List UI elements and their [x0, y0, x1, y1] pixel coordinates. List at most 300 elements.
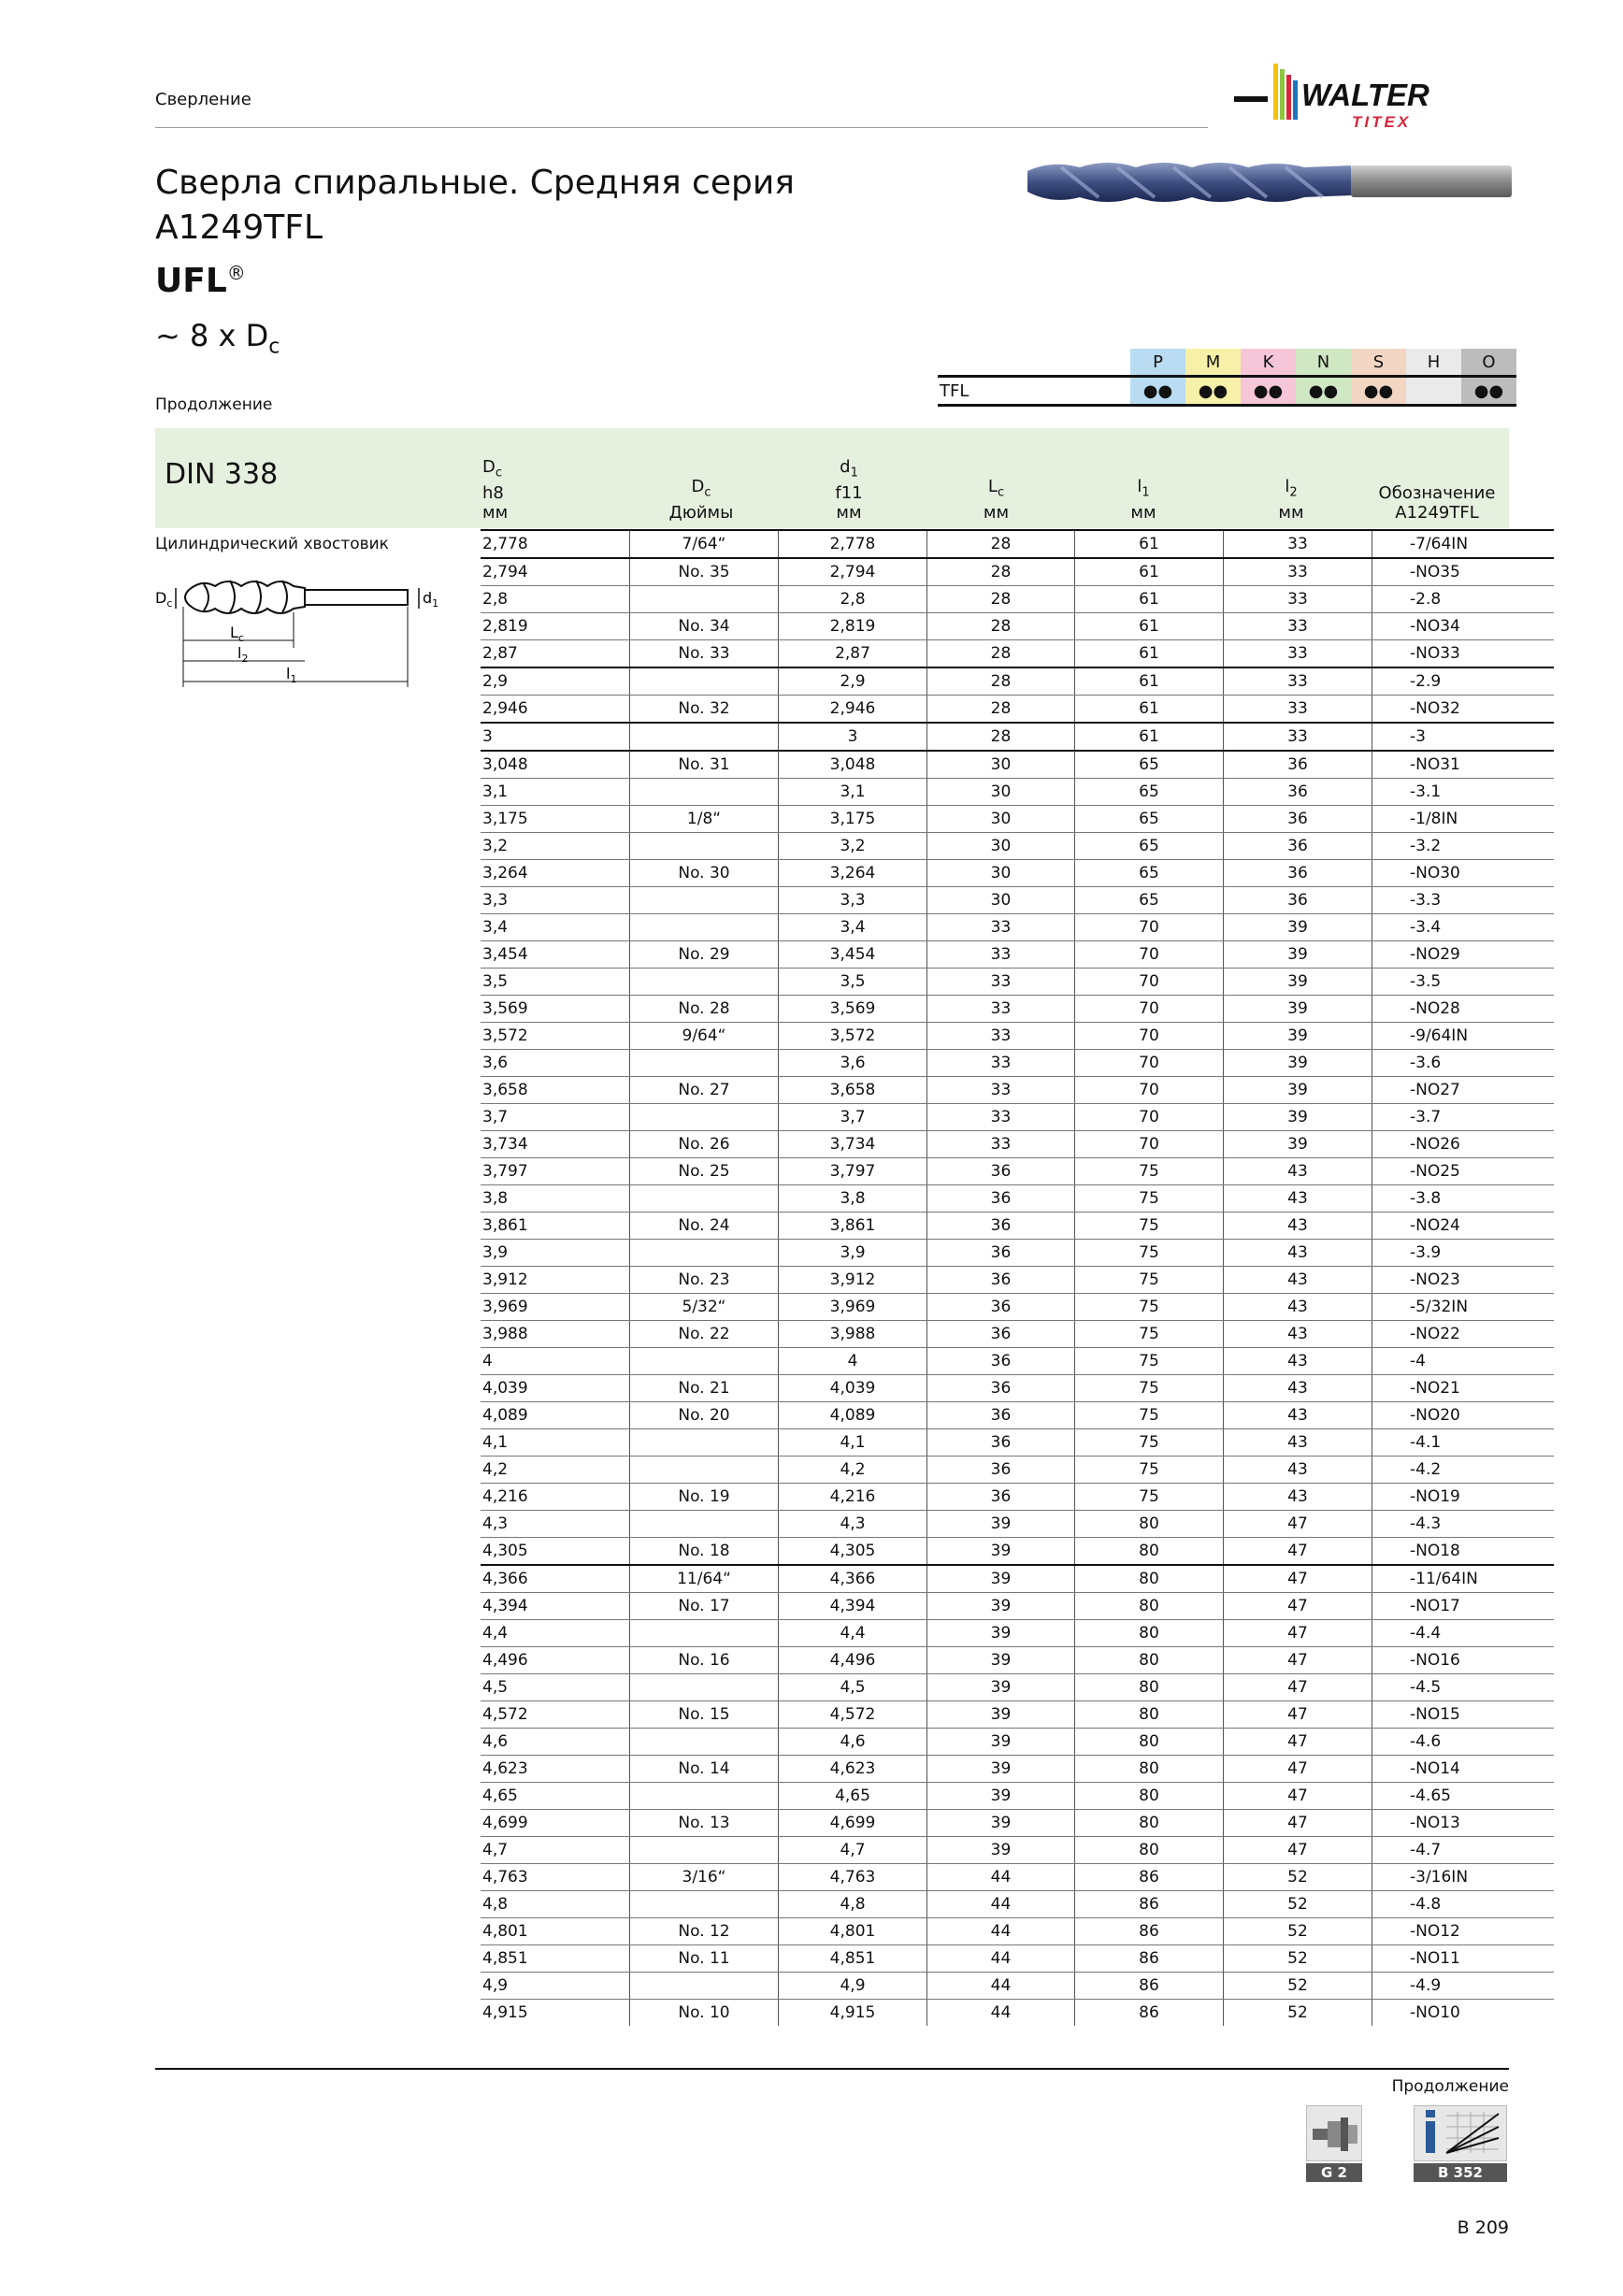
table-row — [481, 1565, 1554, 1593]
table-row — [481, 1620, 1554, 1647]
column-symbol: D — [482, 457, 496, 478]
table-cell: -NO12 — [1372, 1918, 1555, 1945]
table-cell — [630, 779, 779, 806]
table-cell: 9/64“ — [630, 1023, 779, 1050]
table-cell: 44 — [927, 1891, 1075, 1918]
table-row — [481, 1023, 1554, 1050]
table-cell: 36 — [927, 1457, 1075, 1484]
table-cell: 4,851 — [481, 1945, 630, 1973]
table-cell: 2,946 — [779, 696, 927, 724]
table-cell: 61 — [1075, 640, 1224, 668]
table-cell: 36 — [927, 1158, 1075, 1185]
table-cell — [630, 1783, 779, 1810]
table-cell: -4.65 — [1372, 1783, 1555, 1810]
table-row — [481, 1783, 1554, 1810]
table-cell: 33 — [1224, 667, 1372, 696]
table-cell: 80 — [1075, 1729, 1224, 1756]
table-cell: 4,572 — [481, 1701, 630, 1729]
table-row — [481, 1267, 1554, 1294]
table-cell: 75 — [1075, 1158, 1224, 1185]
material-rating-h — [1406, 377, 1461, 406]
table-row — [481, 1158, 1554, 1185]
drill-dimension-diagram — [155, 566, 439, 698]
column-symbol-sub: 2 — [1289, 486, 1298, 500]
diagram-dc-sub: c — [166, 597, 173, 610]
continued-label-bottom: Продолжение — [1391, 2077, 1509, 2096]
table-cell: 4,8 — [481, 1891, 630, 1918]
registered-mark: ® — [226, 262, 246, 284]
column-tolerance: f11 — [835, 483, 863, 503]
table-cell: -3/16IN — [1372, 1864, 1555, 1891]
table-cell: 52 — [1224, 2000, 1372, 2027]
table-cell: 4,496 — [481, 1647, 630, 1674]
column-unit: мм — [836, 503, 862, 523]
table-cell: 43 — [1224, 1185, 1372, 1213]
table-cell: 3,734 — [481, 1131, 630, 1158]
table-cell: 3,2 — [481, 833, 630, 860]
table-cell: 3,572 — [481, 1023, 630, 1050]
table-cell: 28 — [927, 558, 1075, 586]
table-cell: 70 — [1075, 1023, 1224, 1050]
table-cell: -NO35 — [1372, 558, 1555, 586]
info-chart-icon — [1415, 2106, 1506, 2160]
table-cell: No. 34 — [630, 613, 779, 640]
table-cell: 70 — [1075, 996, 1224, 1023]
table-cell: -NO10 — [1410, 2003, 1460, 2022]
table-row — [481, 1294, 1554, 1321]
table-cell: 3,264 — [481, 860, 630, 887]
column-header-3 — [923, 477, 1070, 523]
table-cell: No. 28 — [630, 996, 779, 1023]
table-cell: 70 — [1075, 1050, 1224, 1077]
column-symbol-sub: 1 — [850, 466, 858, 481]
table-cell: 3,2 — [779, 833, 927, 860]
table-cell: -3.7 — [1372, 1104, 1555, 1131]
table-cell: 2,9 — [481, 667, 630, 696]
table-cell: 3,658 — [779, 1077, 927, 1104]
table-cell: No. 32 — [630, 696, 779, 724]
table-cell: 33 — [927, 996, 1075, 1023]
table-cell: 36 — [927, 1240, 1075, 1267]
table-cell: 4,6 — [779, 1729, 927, 1756]
table-cell: 2,794 — [481, 558, 630, 586]
table-row — [481, 1321, 1554, 1348]
table-cell: -NO26 — [1372, 1131, 1555, 1158]
drill-photo — [1024, 154, 1515, 210]
table-cell: 44 — [927, 2000, 1075, 2027]
table-cell — [630, 1457, 779, 1484]
table-cell: 65 — [1075, 751, 1224, 779]
material-rating-p: ●● — [1130, 377, 1185, 406]
table-cell: 43 — [1224, 1348, 1372, 1375]
table-cell: 43 — [1224, 1375, 1372, 1402]
table-row — [481, 941, 1554, 969]
table-cell: 47 — [1224, 1837, 1372, 1864]
table-cell: 4,915 — [481, 2000, 630, 2027]
table-cell: 39 — [927, 1783, 1075, 1810]
table-cell: 4,65 — [779, 1783, 927, 1810]
table-cell: 36 — [927, 1375, 1075, 1402]
table-cell: 3,572 — [779, 1023, 927, 1050]
table-cell: 47 — [1224, 1701, 1372, 1729]
table-row — [481, 1891, 1554, 1918]
table-cell: 36 — [927, 1402, 1075, 1429]
table-cell: 36 — [927, 1213, 1075, 1240]
table-cell: 3,912 — [481, 1267, 630, 1294]
logo-main-text: WALTER — [1301, 78, 1429, 112]
table-cell: 3,3 — [779, 887, 927, 914]
table-cell: 2,9 — [779, 667, 927, 696]
table-cell: -NO22 — [1372, 1321, 1555, 1348]
table-row — [481, 1077, 1554, 1104]
table-cell: 3,861 — [481, 1213, 630, 1240]
table-cell: 4,7 — [481, 1837, 630, 1864]
table-cell: -3 — [1372, 723, 1555, 751]
table-cell: No. 15 — [630, 1701, 779, 1729]
table-cell: No. 18 — [630, 1538, 779, 1566]
reference-g2[interactable] — [1306, 2105, 1362, 2180]
table-cell: -NO29 — [1372, 941, 1555, 969]
table-cell — [630, 969, 779, 996]
table-cell: 3,9 — [481, 1240, 630, 1267]
table-cell: -NO14 — [1372, 1756, 1555, 1783]
table-cell: 47 — [1224, 1565, 1372, 1593]
table-cell: 36 — [1224, 833, 1372, 860]
table-cell: 75 — [1075, 1267, 1224, 1294]
table-cell: No. 12 — [630, 1918, 779, 1945]
table-cell: 4,915 — [779, 2000, 927, 2027]
ratio-subscript: c — [268, 335, 280, 359]
column-symbol: l — [1137, 477, 1142, 497]
table-cell: 80 — [1075, 1647, 1224, 1674]
table-cell: 75 — [1075, 1294, 1224, 1321]
table-cell — [630, 586, 779, 613]
table-cell: 70 — [1075, 941, 1224, 969]
table-cell: 86 — [1075, 1864, 1224, 1891]
table-cell: 61 — [1075, 667, 1224, 696]
holder-icon — [1307, 2106, 1363, 2162]
table-cell: 2,778 — [481, 530, 630, 558]
table-cell: 61 — [1075, 530, 1224, 558]
table-cell: 86 — [1075, 2000, 1224, 2027]
table-row — [481, 1240, 1554, 1267]
table-cell: 4,305 — [779, 1538, 927, 1566]
diagram-l1: l — [286, 665, 291, 682]
table-cell: 30 — [927, 860, 1075, 887]
table-cell: -2.9 — [1372, 667, 1555, 696]
table-cell: 3,6 — [779, 1050, 927, 1077]
column-symbol: L — [987, 477, 998, 497]
table-row — [481, 1810, 1554, 1837]
table-cell: No. 16 — [630, 1647, 779, 1674]
table-cell: 44 — [927, 1918, 1075, 1945]
table-cell: 61 — [1075, 723, 1224, 751]
table-row — [481, 1945, 1554, 1973]
table-cell: -3.6 — [1372, 1050, 1555, 1077]
table-cell: 75 — [1075, 1484, 1224, 1511]
table-cell: 3,861 — [779, 1213, 927, 1240]
table-cell: No. 35 — [630, 558, 779, 586]
table-cell: 3,175 — [779, 806, 927, 833]
table-cell: 39 — [927, 1511, 1075, 1538]
table-cell: 36 — [1224, 887, 1372, 914]
column-unit: мм — [1130, 503, 1156, 523]
table-cell: 4,2 — [779, 1457, 927, 1484]
table-cell: 2,8 — [779, 586, 927, 613]
table-cell: 3,5 — [481, 969, 630, 996]
table-cell: 4,4 — [779, 1620, 927, 1647]
table-cell: 3,658 — [481, 1077, 630, 1104]
column-unit: мм — [1278, 503, 1304, 523]
table-cell: 43 — [1224, 1402, 1372, 1429]
table-cell: 33 — [1224, 530, 1372, 558]
table-cell: 43 — [1224, 1484, 1372, 1511]
material-rating-m: ●● — [1185, 377, 1241, 406]
table-cell: -5/32IN — [1372, 1294, 1555, 1321]
column-symbol: d — [840, 457, 851, 478]
table-cell: 65 — [1075, 833, 1224, 860]
table-cell: 30 — [927, 779, 1075, 806]
table-cell: 33 — [927, 941, 1075, 969]
table-row — [481, 1185, 1554, 1213]
table-cell: 4,216 — [481, 1484, 630, 1511]
table-cell: 75 — [1075, 1213, 1224, 1240]
table-cell: 36 — [927, 1267, 1075, 1294]
table-cell: 36 — [1224, 806, 1372, 833]
table-cell: 4,3 — [481, 1511, 630, 1538]
table-cell — [630, 1185, 779, 1213]
table-cell — [630, 1050, 779, 1077]
table-row — [481, 696, 1554, 724]
table-cell: 3 — [779, 723, 927, 751]
table-cell: -NO24 — [1372, 1213, 1555, 1240]
table-cell: 5/32“ — [630, 1294, 779, 1321]
material-rating-s: ●● — [1351, 377, 1406, 406]
table-cell: 47 — [1224, 1783, 1372, 1810]
table-cell — [630, 1348, 779, 1375]
table-row — [481, 1973, 1554, 2000]
table-cell: 36 — [1224, 779, 1372, 806]
table-cell: -7/64IN — [1372, 530, 1555, 558]
table-cell: -NO28 — [1372, 996, 1555, 1023]
table-cell: 4,1 — [481, 1429, 630, 1457]
table-cell: No. 19 — [630, 1484, 779, 1511]
table-row — [481, 1756, 1554, 1783]
table-cell: -3.3 — [1372, 887, 1555, 914]
table-row — [481, 1050, 1554, 1077]
table-cell: 2,87 — [779, 640, 927, 668]
table-cell: 36 — [927, 1321, 1075, 1348]
column-header-2 — [775, 457, 923, 523]
table-cell: 36 — [927, 1484, 1075, 1511]
column-symbol: D — [691, 477, 705, 497]
shank-label: Цилиндрический хвостовик — [155, 535, 389, 553]
table-cell: 3,4 — [481, 914, 630, 941]
table-cell: 39 — [1224, 1104, 1372, 1131]
table-cell: 61 — [1075, 586, 1224, 613]
diagram-l2: l — [237, 644, 242, 662]
table-row — [481, 1104, 1554, 1131]
table-cell: 80 — [1075, 1783, 1224, 1810]
logo-sub-text: TITEX — [1352, 113, 1412, 131]
table-cell: 4,801 — [481, 1918, 630, 1945]
table-row — [481, 1213, 1554, 1240]
table-cell: 39 — [1224, 1023, 1372, 1050]
table-cell: 4 — [481, 1348, 630, 1375]
column-unit: Дюймы — [668, 503, 734, 523]
table-cell: 4,763 — [779, 1864, 927, 1891]
material-group-s: S — [1351, 349, 1406, 377]
table-cell: 52 — [1224, 1891, 1372, 1918]
reference-g2-label: G 2 — [1306, 2163, 1362, 2182]
column-symbol: Обозначение — [1378, 483, 1496, 503]
header-rule — [155, 127, 1208, 128]
table-cell: 4,366 — [481, 1565, 630, 1593]
table-cell: 70 — [1075, 1077, 1224, 1104]
table-cell: 30 — [927, 806, 1075, 833]
standard-label: DIN 338 — [165, 458, 279, 491]
table-cell: 3,048 — [481, 751, 630, 779]
table-cell: 80 — [1075, 1538, 1224, 1566]
table-row — [481, 1538, 1554, 1566]
table-cell: 33 — [927, 914, 1075, 941]
table-cell: 4,305 — [481, 1538, 630, 1566]
table-cell — [630, 1973, 779, 2000]
table-cell: -3.2 — [1372, 833, 1555, 860]
table-cell: 4,65 — [481, 1783, 630, 1810]
table-cell: 4,7 — [779, 1837, 927, 1864]
column-symbol: l — [1285, 477, 1290, 497]
table-cell: 33 — [1224, 586, 1372, 613]
table-cell: 43 — [1224, 1267, 1372, 1294]
table-cell: 3,1 — [779, 779, 927, 806]
table-cell: No. 20 — [630, 1402, 779, 1429]
table-cell: 3,734 — [779, 1131, 927, 1158]
table-cell: 39 — [927, 1565, 1075, 1593]
table-cell: -NO16 — [1372, 1647, 1555, 1674]
table-cell: 47 — [1224, 1538, 1372, 1566]
table-row — [481, 1647, 1554, 1674]
table-cell: 4,5 — [481, 1674, 630, 1701]
table-row — [481, 1837, 1554, 1864]
table-cell: -11/64IN — [1372, 1565, 1555, 1593]
table-cell: 36 — [927, 1348, 1075, 1375]
table-cell — [630, 914, 779, 941]
table-cell: 39 — [1224, 996, 1372, 1023]
table-cell: 4,9 — [779, 1973, 927, 2000]
diagram-lc-sub: c — [237, 632, 244, 644]
table-cell: -NO13 — [1372, 1810, 1555, 1837]
table-cell: No. 29 — [630, 941, 779, 969]
title-line-1: Сверла спиральные. Средняя серия — [155, 164, 795, 202]
table-cell: 47 — [1224, 1729, 1372, 1756]
table-cell: 3/16“ — [630, 1864, 779, 1891]
table-cell: 3,3 — [481, 887, 630, 914]
table-cell: 36 — [1224, 751, 1372, 779]
table-cell: 80 — [1075, 1837, 1224, 1864]
table-row — [481, 887, 1554, 914]
table-cell: 39 — [1224, 1077, 1372, 1104]
table-cell: 4,089 — [481, 1402, 630, 1429]
table-cell: 3,4 — [779, 914, 927, 941]
table-cell: 39 — [927, 1756, 1075, 1783]
table-row — [481, 558, 1554, 586]
table-cell: -NO19 — [1372, 1484, 1555, 1511]
page-number: B 209 — [1457, 2217, 1509, 2238]
table-cell: 33 — [1224, 696, 1372, 724]
table-row — [481, 1701, 1554, 1729]
table-cell: 3,175 — [481, 806, 630, 833]
table-cell: 39 — [927, 1701, 1075, 1729]
table-cell: 65 — [1075, 806, 1224, 833]
table-cell: 2,946 — [481, 696, 630, 724]
table-row — [481, 860, 1554, 887]
table-cell: 86 — [1075, 1918, 1224, 1945]
table-cell: 33 — [1224, 640, 1372, 668]
title-line-3 — [155, 251, 795, 304]
table-cell: 33 — [1224, 723, 1372, 751]
table-cell: -NO18 — [1372, 1538, 1555, 1566]
material-rating-k: ●● — [1241, 377, 1296, 406]
table-row — [481, 1593, 1554, 1620]
table-cell: 3,988 — [481, 1321, 630, 1348]
table-cell: 39 — [927, 1620, 1075, 1647]
reference-b352[interactable] — [1414, 2105, 1507, 2180]
table-cell: 3,988 — [779, 1321, 927, 1348]
table-cell: -3.1 — [1372, 779, 1555, 806]
table-cell: 43 — [1224, 1321, 1372, 1348]
table-cell: 80 — [1075, 1701, 1224, 1729]
table-cell: 3,912 — [779, 1267, 927, 1294]
table-cell: 3 — [481, 723, 630, 751]
table-cell: 4,1 — [779, 1429, 927, 1457]
table-row — [481, 1674, 1554, 1701]
table-cell: 3,8 — [779, 1185, 927, 1213]
table-cell: No. 10 — [630, 2000, 779, 2027]
table-row — [481, 1729, 1554, 1756]
table-cell: 80 — [1075, 1756, 1224, 1783]
table-cell: 47 — [1224, 1647, 1372, 1674]
table-cell: 44 — [927, 1973, 1075, 2000]
table-cell: -4.1 — [1372, 1429, 1555, 1457]
product-line-name: UFL — [155, 262, 227, 300]
material-group-o: O — [1461, 349, 1516, 377]
table-cell: 65 — [1075, 887, 1224, 914]
column-symbol-sub: 1 — [1142, 486, 1150, 500]
table-row — [481, 1429, 1554, 1457]
table-cell: 4,496 — [779, 1647, 927, 1674]
table-cell: 4,9 — [481, 1973, 630, 2000]
material-group-h: H — [1406, 349, 1461, 377]
table-cell: -NO30 — [1372, 860, 1555, 887]
column-header-5 — [1217, 477, 1365, 523]
table-cell: 36 — [927, 1294, 1075, 1321]
table-cell: 39 — [1224, 914, 1372, 941]
length-ratio — [155, 318, 280, 358]
table-cell — [630, 1891, 779, 1918]
table-cell: 80 — [1075, 1674, 1224, 1701]
table-row — [481, 613, 1554, 640]
table-cell: 11/64“ — [630, 1565, 779, 1593]
table-cell: 86 — [1075, 1891, 1224, 1918]
table-cell: 52 — [1224, 1945, 1372, 1973]
table-cell: 75 — [1075, 1457, 1224, 1484]
table-cell: No. 26 — [630, 1131, 779, 1158]
table-row — [481, 806, 1554, 833]
table-cell: -4.2 — [1372, 1457, 1555, 1484]
table-row — [481, 751, 1554, 779]
table-cell: -2.8 — [1372, 586, 1555, 613]
